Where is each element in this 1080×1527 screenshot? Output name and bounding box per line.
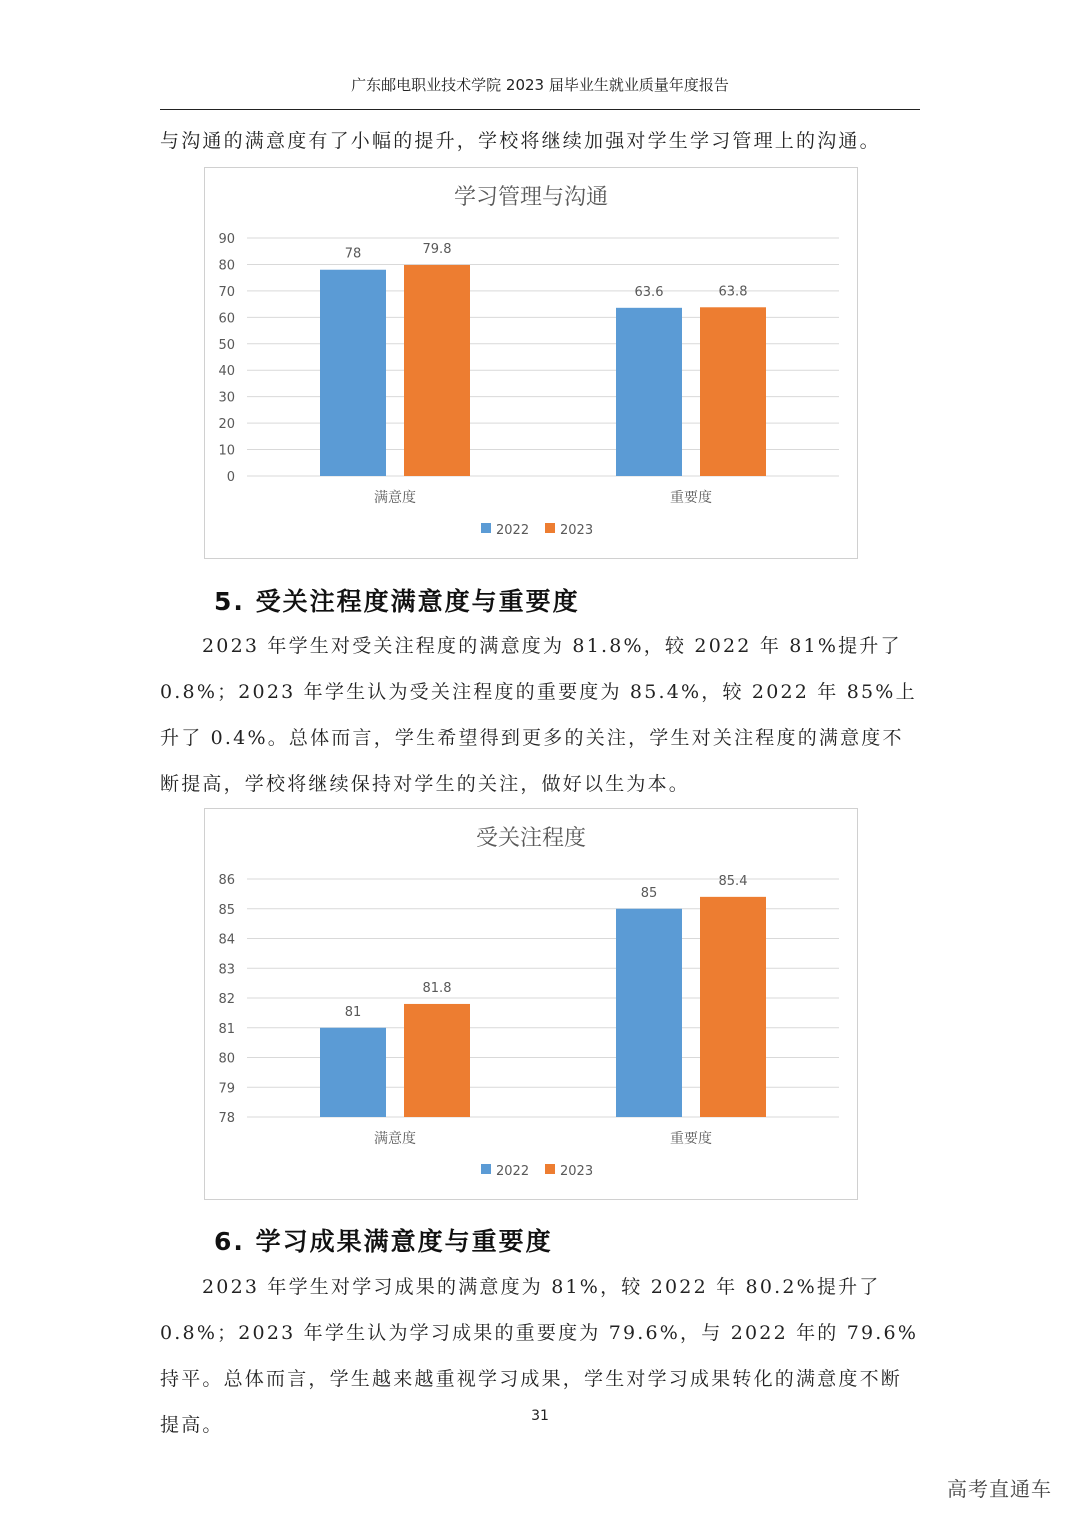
bar-2022 <box>320 1028 386 1117</box>
bar-2022 <box>320 270 386 476</box>
legend-swatch-2023 <box>545 523 555 533</box>
y-tick-label: 70 <box>218 284 235 300</box>
y-tick-label: 10 <box>218 443 235 459</box>
y-tick-label: 30 <box>218 390 235 406</box>
y-tick-label: 84 <box>218 932 235 948</box>
header-divider <box>160 109 920 110</box>
data-label: 63.6 <box>634 284 664 300</box>
data-label: 79.8 <box>422 241 452 257</box>
watermark: 高考直通车 <box>947 1477 1052 1501</box>
bar-2023 <box>404 1004 470 1117</box>
y-tick-label: 78 <box>218 1111 235 1126</box>
data-label: 78 <box>344 246 362 262</box>
y-tick-label: 86 <box>218 873 235 888</box>
y-tick-label: 80 <box>218 1051 235 1067</box>
data-label: 81.8 <box>422 980 452 996</box>
y-tick-label: 40 <box>218 364 235 380</box>
y-tick-label: 83 <box>218 962 235 978</box>
legend-swatch-2022 <box>481 1164 491 1174</box>
page-number: 31 <box>531 1408 549 1424</box>
y-tick-label: 81 <box>218 1021 235 1037</box>
y-tick-label: 79 <box>218 1081 235 1097</box>
y-tick-label: 0 <box>226 470 235 485</box>
intro-text: 与沟通的满意度有了小幅的提升，学校将继续加强对学生学习管理上的沟通。 <box>160 130 881 152</box>
chart-attention <box>204 808 858 1200</box>
section6-text: 2023 年学生对学习成果的满意度为 81%，较 2022 年 80.2%提升了 0.8%；2023 年学生认为学习成果的重要度为 79.6%，与 2022 年的 79.6%持平。总体而言，学生越来越重视学习成果，学生对学习成果转化的满意度不断提高。 <box>160 1276 919 1436</box>
chart-study-management-svg <box>205 168 857 558</box>
bar-2023 <box>404 265 470 476</box>
bar-2022 <box>616 909 682 1117</box>
chart-title: 学习管理与沟通 <box>453 185 609 210</box>
data-label: 81 <box>344 1004 362 1020</box>
bar-2022 <box>616 308 682 476</box>
chart-title: 受关注程度 <box>475 826 587 851</box>
legend-label: 2022 <box>496 523 530 538</box>
bar-2023 <box>700 307 766 476</box>
report-header: 广东邮电职业技术学院 2023 届毕业生就业质量年度报告 <box>351 76 729 94</box>
data-label: 85.4 <box>718 873 748 889</box>
x-tick-label: 重要度 <box>670 1131 712 1147</box>
y-tick-label: 60 <box>218 311 235 327</box>
x-tick-label: 满意度 <box>374 490 416 506</box>
y-tick-label: 82 <box>218 992 235 1007</box>
section6-title: 6. 学习成果满意度与重要度 <box>214 1227 553 1256</box>
y-tick-label: 90 <box>218 232 235 247</box>
section5-paragraph <box>160 623 920 807</box>
x-tick-label: 满意度 <box>374 1131 416 1147</box>
bar-2023 <box>700 897 766 1117</box>
section5-text: 2023 年学生对受关注程度的满意度为 81.8%，较 2022 年 81%提升了 0.8%；2023 年学生认为受关注程度的重要度为 85.4%，较 2022 年 85%上升了 0.4%。总体而言，学生希望得到更多的关注，学生对关注程度的满意度不断提高，学校将继续保持对学生的关注，做好以生为本。 <box>160 635 917 795</box>
y-tick-label: 50 <box>218 337 235 353</box>
legend-label: 2023 <box>560 1164 594 1179</box>
x-tick-label: 重要度 <box>670 490 712 506</box>
section5-title: 5. 受关注程度满意度与重要度 <box>214 587 580 616</box>
chart-attention-svg <box>205 809 857 1199</box>
chart-study-management <box>204 167 858 559</box>
y-tick-label: 80 <box>218 258 235 274</box>
legend-swatch-2022 <box>481 523 491 533</box>
y-tick-label: 20 <box>218 417 235 433</box>
data-label: 63.8 <box>718 284 748 300</box>
intro-paragraph <box>160 118 920 164</box>
y-tick-label: 85 <box>218 902 235 918</box>
legend-swatch-2023 <box>545 1164 555 1174</box>
data-label: 85 <box>640 885 658 901</box>
legend-label: 2022 <box>496 1164 530 1179</box>
legend-label: 2023 <box>560 523 594 538</box>
